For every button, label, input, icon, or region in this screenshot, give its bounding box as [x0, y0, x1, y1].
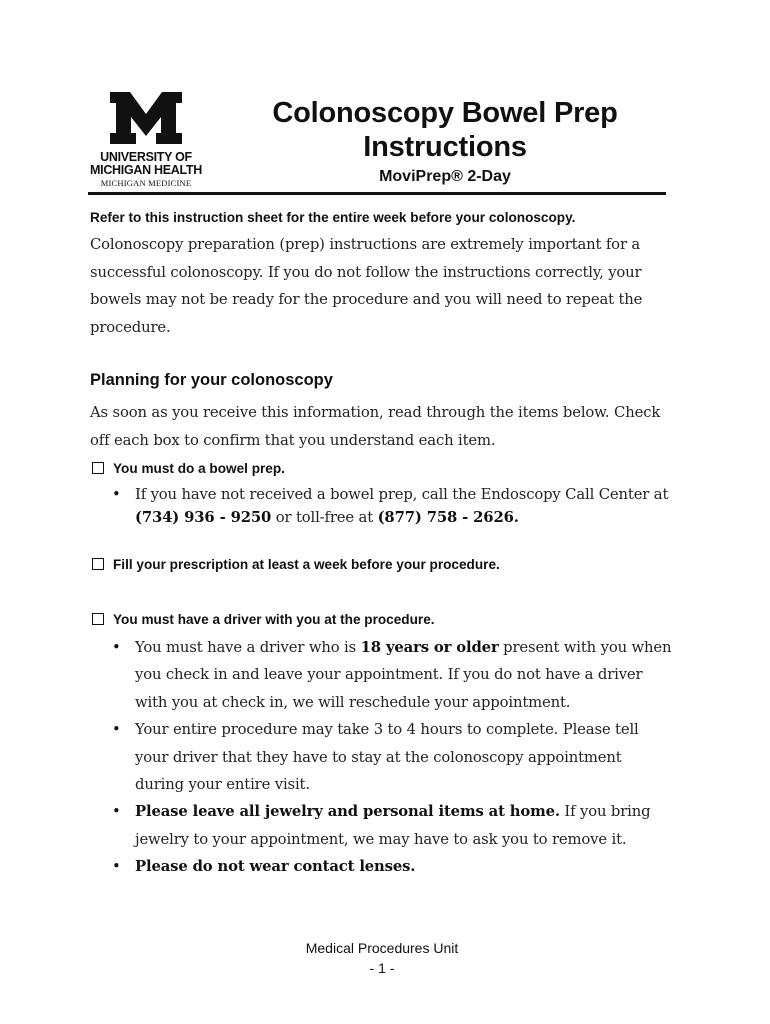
document-subtitle: MoviPrep® 2-Day	[379, 168, 511, 185]
intro-paragraph: Colonoscopy preparation (prep) instructions are extremely important for a successful colonoscopy. If you do not follow the instructions correctly, your bowels may not be ready for the procedure and you will need to repeat the procedure.	[90, 236, 643, 336]
block-m-logo-icon	[110, 92, 182, 144]
checkbox-icon[interactable]	[92, 613, 104, 625]
list-item	[112, 716, 672, 798]
checklist-item-bowel-prep	[92, 460, 285, 478]
driver-bullets	[112, 634, 672, 881]
checklist-item-label: You must do a bowel prep.	[113, 461, 285, 476]
header-divider	[88, 192, 666, 195]
contact-lens-warning: Please do not wear contact lenses.	[135, 858, 416, 876]
title-line-1: Colonoscopy Bowel Prep	[272, 97, 618, 129]
title-line-2: Instructions	[363, 131, 527, 163]
bullet-text: If you bring jewelry to your appointment, we may have to ask you to remove it.	[135, 803, 651, 848]
checklist-item-label: You must have a driver with you at the procedure.	[113, 612, 435, 627]
page-footer	[232, 938, 532, 978]
michigan-medicine-logo	[88, 92, 204, 188]
toll-free-phone-number: (877) 758 - 2626.	[377, 509, 519, 526]
checklist-item-driver	[92, 611, 435, 629]
list-item	[112, 798, 672, 853]
logo-line-university: UNIVERSITY OF	[100, 150, 192, 164]
bowel-prep-bullets	[112, 483, 672, 529]
planning-heading: Planning for your colonoscopy	[90, 371, 333, 389]
bullet-text: present with you when you check in and leave your appointment. If you do not have a driver with you at check in, we will reschedule your appointment.	[135, 639, 672, 711]
bullet-text: If you have not received a bowel prep, call the Endoscopy Call Center at	[135, 486, 669, 503]
checkbox-icon[interactable]	[92, 558, 104, 570]
list-item	[112, 634, 672, 716]
planning-paragraph: As soon as you receive this information, read through the items below. Check off each box to confirm that you understand each item.	[90, 404, 661, 449]
bullet-text: or toll-free at	[275, 509, 374, 526]
logo-line-medicine: MICHIGAN MEDICINE	[100, 178, 192, 188]
list-item	[112, 853, 672, 880]
logo-line-health: MICHIGAN HEALTH	[90, 163, 202, 177]
bullet-text: You must have a driver who is	[135, 639, 357, 656]
endoscopy-phone-number: (734) 936 - 9250	[135, 509, 272, 526]
footer-unit: Medical Procedures Unit	[305, 940, 459, 956]
page-number: - 1 -	[369, 960, 395, 976]
checklist-item-prescription	[92, 556, 500, 574]
jewelry-warning: Please leave all jewelry and personal items at home.	[135, 803, 560, 821]
document-title	[232, 96, 658, 187]
list-item	[112, 483, 672, 529]
checkbox-icon[interactable]	[92, 462, 104, 474]
bullet-text: Your entire procedure may take 3 to 4 hours to complete. Please tell your driver that they have to stay at the colonoscopy appointment during your entire visit.	[135, 721, 639, 794]
checklist-item-label: Fill your prescription at least a week before your procedure.	[113, 557, 500, 572]
intro-bold-line: Refer to this instruction sheet for the entire week before your colonoscopy.	[90, 210, 576, 225]
age-requirement: 18 years or older	[360, 639, 499, 656]
